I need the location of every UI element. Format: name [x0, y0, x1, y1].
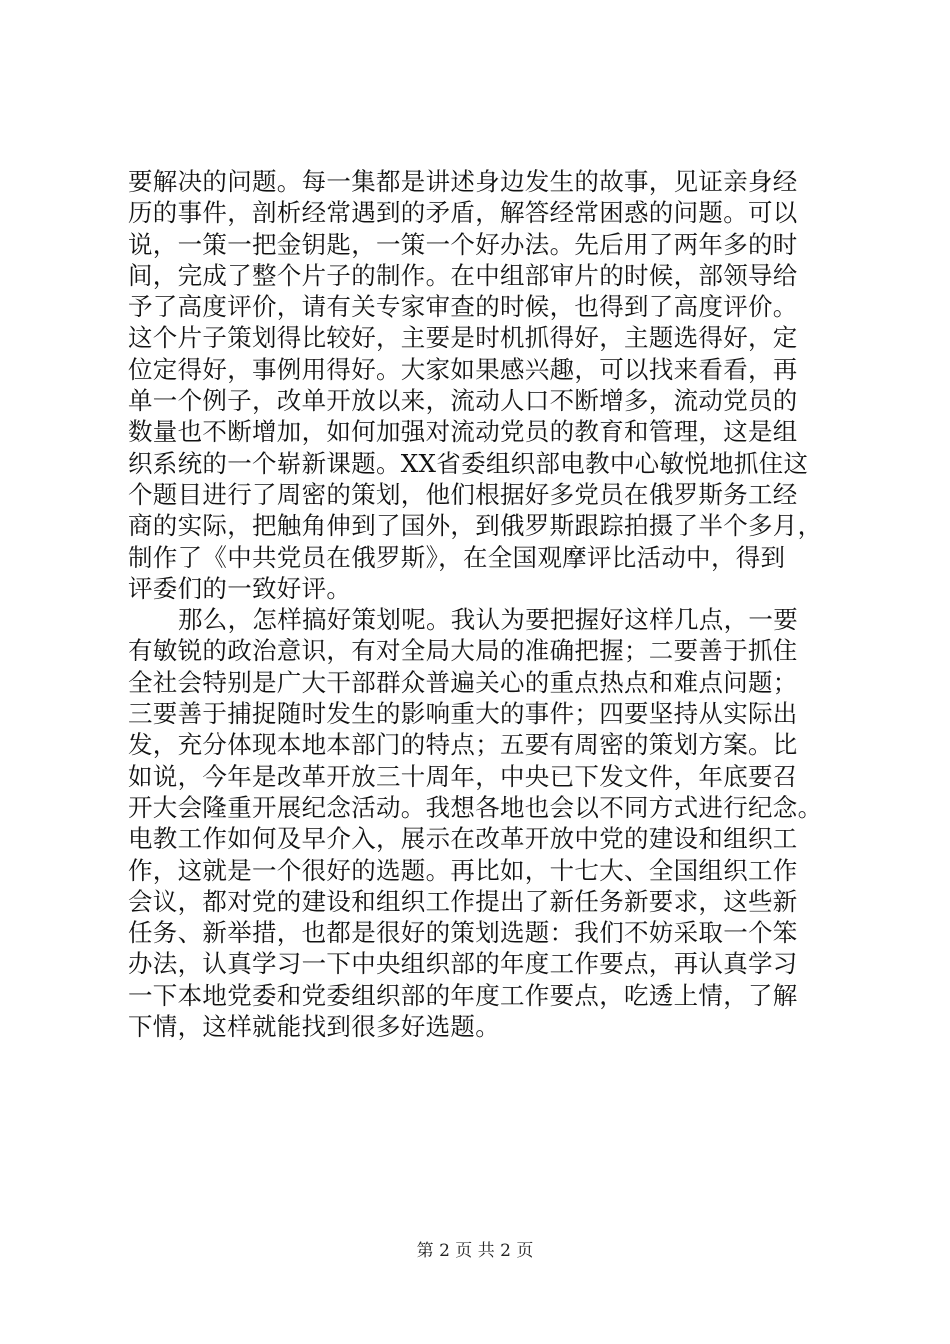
- text-line: 个题目进行了周密的策划，他们根据好多党员在俄罗斯务工经: [128, 479, 798, 509]
- text-line: 历的事件，剖析经常遇到的矛盾，解答经常困惑的问题。可以: [128, 198, 798, 228]
- text-line: 织系统的一个崭新课题。XX省委组织部电教中心敏悦地抓住这: [128, 448, 809, 478]
- text-line: 有敏锐的政治意识，有对全局大局的准确把握；二要善于抓住: [128, 636, 798, 666]
- text-line: 全社会特别是广大干部群众普遍关心的重点热点和难点问题；: [128, 667, 798, 697]
- text-line: 三要善于捕捉随时发生的影响重大的事件；四要坚持从实际出: [128, 699, 798, 729]
- text-line: 作，这就是一个很好的选题。再比如，十七大、全国组织工作: [128, 855, 798, 885]
- page-number-footer: 第 2 页 共 2 页: [416, 1241, 534, 1261]
- text-line: 商的实际，把触角伸到了国外，到俄罗斯跟踪拍摄了半个多月，: [128, 511, 823, 541]
- text-line: 说，一策一把金钥匙，一策一个好办法。先后用了两年多的时: [128, 229, 798, 259]
- text-line: 位定得好，事例用得好。大家如果感兴趣，可以找来看看，再: [128, 354, 798, 384]
- text-line: 会议，都对党的建设和组织工作提出了新任务新要求，这些新: [128, 886, 798, 916]
- text-line: 予了高度评价，请有关专家审查的时候，也得到了高度评价。: [128, 292, 798, 322]
- text-line: 发，充分体现本地本部门的特点；五要有周密的策划方案。比: [128, 730, 798, 760]
- text-line: 下情，这样就能找到很多好选题。: [128, 1012, 500, 1042]
- paragraph-start-line: 那么，怎样搞好策划呢。我认为要把握好这样几点，一要: [178, 605, 798, 635]
- text-line: 制作了《中共党员在俄罗斯》，在全国观摩评比活动中，得到: [128, 542, 786, 572]
- text-line: 要解决的问题。每一集都是讲述身边发生的故事，见证亲身经: [128, 167, 798, 196]
- text-line: 单一个例子，改单开放以来，流动人口不断增多，流动党员的: [128, 386, 798, 416]
- text-line: 间，完成了整个片子的制作。在中组部审片的时候，部领导给: [128, 260, 798, 290]
- text-line: 一下本地党委和党委组织部的年度工作要点，吃透上情，了解: [128, 980, 798, 1010]
- text-line: 如说，今年是改革开放三十周年，中央已下发文件，年底要召: [128, 761, 798, 791]
- text-line: 评委们的一致好评。: [128, 573, 352, 603]
- text-line: 这个片子策划得比较好，主要是时机抓得好，主题选得好，定: [128, 323, 798, 353]
- text-line: 办法，认真学习一下中央组织部的年度工作要点，再认真学习: [128, 949, 798, 979]
- document-body: [128, 166, 848, 1042]
- text-line: 数量也不断增加，如何加强对流动党员的教育和管理，这是组: [128, 417, 798, 447]
- text-line: 任务、新举措，也都是很好的策划选题：我们不妨采取一个笨: [128, 918, 798, 948]
- text-line: 电教工作如何及早介入，展示在改革开放中党的建设和组织工: [128, 824, 798, 854]
- text-line: 开大会隆重开展纪念活动。我想各地也会以不同方式进行纪念。: [128, 792, 823, 822]
